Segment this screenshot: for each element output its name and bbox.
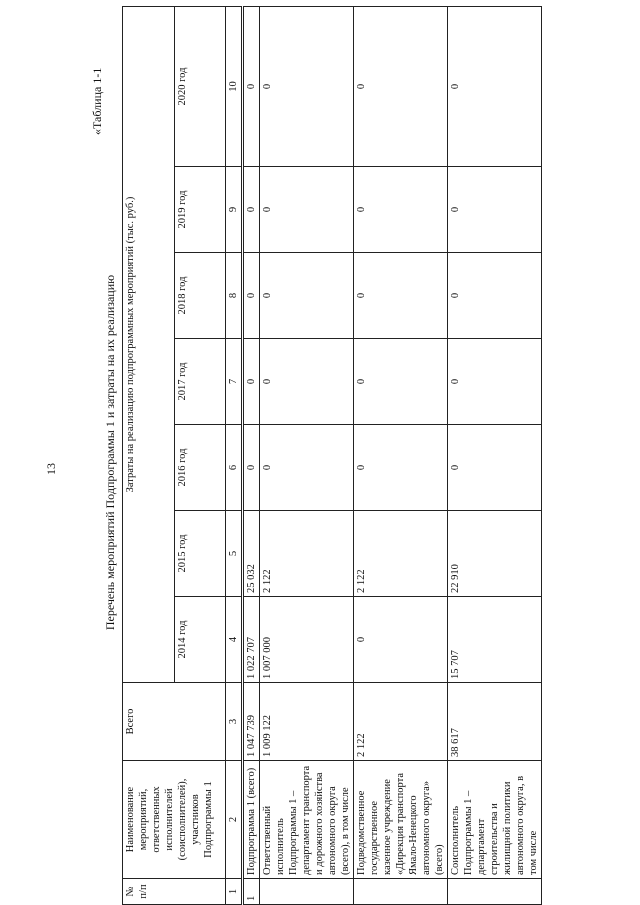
col-num: 6 xyxy=(226,425,243,511)
header-year-2014: 2014 год xyxy=(174,597,226,683)
header-year-2016: 2016 год xyxy=(174,425,226,511)
row-value-2016: 0 xyxy=(243,425,260,511)
table-row xyxy=(354,7,448,905)
row-value-2020: 0 xyxy=(260,7,354,167)
page-number: 13 xyxy=(44,463,58,475)
header-year-2015: 2015 год xyxy=(174,511,226,597)
header-num: № п/п xyxy=(123,879,226,905)
row-value-2016: 0 xyxy=(354,425,448,511)
row-value-2017: 0 xyxy=(448,339,542,425)
row-num xyxy=(354,879,448,905)
header-year-2018: 2018 год xyxy=(174,253,226,339)
row-value-2018: 0 xyxy=(354,253,448,339)
row-value-2015: 22 910 xyxy=(448,511,542,597)
row-name: Ответственный исполнитель Подпрограммы 1 – департамент транспорта и дорожного хозяйства автономного округа (всего), в том числе xyxy=(260,761,354,879)
col-num: 4 xyxy=(226,597,243,683)
row-total: 1 047 739 xyxy=(243,683,260,761)
row-value-2019: 0 xyxy=(243,167,260,253)
col-num: 7 xyxy=(226,339,243,425)
col-num: 3 xyxy=(226,683,243,761)
row-value-2019: 0 xyxy=(448,167,542,253)
row-num xyxy=(448,879,542,905)
row-value-2020: 0 xyxy=(448,7,542,167)
row-value-2014: 1 022 707 xyxy=(243,597,260,683)
table-row xyxy=(448,7,542,905)
header-name: Наименование мероприятий, ответственных исполнителей (соисполнителей), участников Подпрограммы 1 xyxy=(123,761,226,879)
row-value-2017: 0 xyxy=(354,339,448,425)
row-total: 1 009 122 xyxy=(260,683,354,761)
row-value-2014: 0 xyxy=(354,597,448,683)
row-value-2020: 0 xyxy=(243,7,260,167)
col-num: 9 xyxy=(226,167,243,253)
col-num: 8 xyxy=(226,253,243,339)
header-total: Всего xyxy=(123,683,226,761)
costs-table xyxy=(122,6,542,905)
row-total: 38 617 xyxy=(448,683,542,761)
row-value-2018: 0 xyxy=(260,253,354,339)
row-value-2015: 25 032 xyxy=(243,511,260,597)
col-num: 1 xyxy=(226,879,243,905)
header-costs-group: Затраты на реализацию подпрограммных мероприятий (тыс. руб.) xyxy=(123,7,175,683)
row-total: 2 122 xyxy=(354,683,448,761)
table-label: «Таблица 1-1 xyxy=(90,67,104,135)
row-num xyxy=(260,879,354,905)
row-name: Соисполнитель Подпрограммы 1 – департамент строительства и жилищной политики автономного округа, в том числе xyxy=(448,761,542,879)
row-value-2019: 0 xyxy=(260,167,354,253)
col-num: 5 xyxy=(226,511,243,597)
col-num: 10 xyxy=(226,7,243,167)
row-value-2020: 0 xyxy=(354,7,448,167)
row-value-2017: 0 xyxy=(260,339,354,425)
table-row xyxy=(243,7,260,905)
row-value-2018: 0 xyxy=(243,253,260,339)
table-title: Перечень мероприятий Подпрограммы 1 и затраты на их реализацию xyxy=(103,274,117,631)
header-row-1 xyxy=(123,7,175,905)
row-value-2015: 2 122 xyxy=(354,511,448,597)
row-num: 1 xyxy=(243,879,260,905)
row-value-2019: 0 xyxy=(354,167,448,253)
row-value-2014: 15 707 xyxy=(448,597,542,683)
column-numbers-row xyxy=(226,7,243,905)
header-year-2019: 2019 год xyxy=(174,167,226,253)
row-value-2016: 0 xyxy=(260,425,354,511)
row-value-2018: 0 xyxy=(448,253,542,339)
row-name: Подведомственное государственное казенное учреждение «Дирекция транспорта Ямало-Ненецкого автономного округа» (всего) xyxy=(354,761,448,879)
row-value-2016: 0 xyxy=(448,425,542,511)
row-value-2017: 0 xyxy=(243,339,260,425)
header-year-2017: 2017 год xyxy=(174,339,226,425)
row-value-2015: 2 122 xyxy=(260,511,354,597)
row-name: Подпрограмма 1 (всего) xyxy=(243,761,260,879)
row-value-2014: 1 007 000 xyxy=(260,597,354,683)
header-year-2020: 2020 год xyxy=(174,7,226,167)
table-row xyxy=(260,7,354,905)
col-num: 2 xyxy=(226,761,243,879)
